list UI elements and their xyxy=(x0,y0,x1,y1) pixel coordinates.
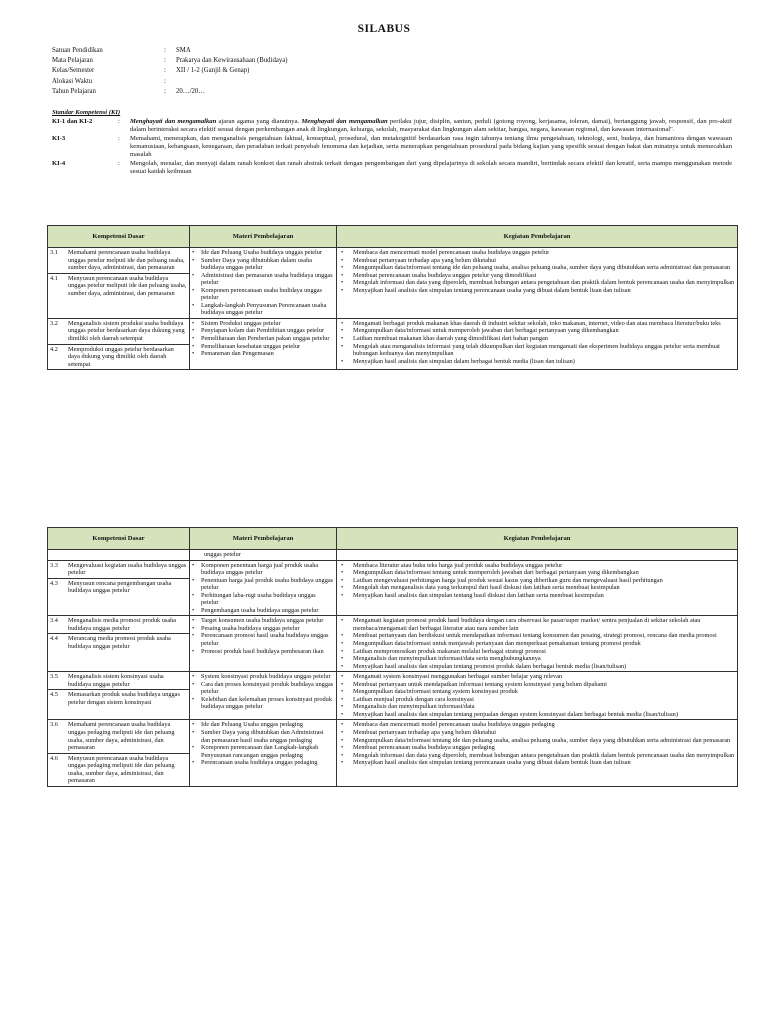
list-item xyxy=(339,655,735,663)
list-item-text: Menganalisis dan menyimpulkan informasi/data xyxy=(353,703,475,711)
list-item xyxy=(339,569,735,577)
bullet-icon: • xyxy=(192,301,195,309)
kd-item xyxy=(48,248,189,273)
kompetensi-dasar-cell xyxy=(48,318,190,369)
bullet-icon: • xyxy=(192,632,195,640)
list-item xyxy=(339,577,735,585)
list-item-text: Pemeliharaan dan Pemberian pakan unggas petelur xyxy=(201,335,330,343)
list-item xyxy=(339,681,735,689)
bullet-icon: • xyxy=(341,319,344,327)
bullet-icon: • xyxy=(341,264,344,272)
syllabus-table-1 xyxy=(47,225,738,370)
bullet-list xyxy=(190,561,336,616)
materi-cell xyxy=(190,720,337,786)
list-item-text: Membaca dan mencermati model perencanaan usaha budidaya unggas pedaging xyxy=(353,721,555,729)
bullet-list xyxy=(190,319,336,359)
list-item xyxy=(339,640,735,648)
bullet-icon: • xyxy=(192,759,195,767)
list-item xyxy=(339,696,735,704)
list-item-text: Mengumpulkan data/informasi tentang system konsinyasi produk xyxy=(353,688,518,696)
bullet-icon: • xyxy=(192,680,195,688)
list-item-text: Kelebihan dan kelemahan proses konsinyasi produk budidaya unggas petelur xyxy=(201,695,332,711)
ki-3: KI-3 : Memahami, menerapkan, dan menganalisis pengetahuan faktual, konseptual, prosedural, dan metakognitif berdasarkan rasa ingin tahunya tentang ilmu pengetahuan, teknologi, seni, budaya, dan humaniora dengan wawasan kemanusiaan, kebangsaan, kenegaraan, dan peradaban terkait penyebab fenomena dan kejadian, serta menerapkan pengetahuan prosedural pada bidang kajian yang spesifik sesuai dengan bakat dan minatnya untuk memecahkan masalah xyxy=(52,135,732,159)
identity-value: SMA xyxy=(176,47,191,54)
kd-item xyxy=(48,633,189,651)
list-item-text: Menyajikan hasil analisis dan simpulan tentang perencanaan usaha yang dibuat dalam bentuk lisan dan tulisan xyxy=(353,759,631,767)
list-item xyxy=(192,744,334,759)
bullet-icon: • xyxy=(341,736,344,744)
list-item-text: Sistem Produksi unggas petelur xyxy=(201,319,281,327)
kompetensi-dasar-cell xyxy=(48,616,190,672)
bullet-icon: • xyxy=(192,342,195,350)
table-row xyxy=(48,560,738,616)
list-item-text: Mengolah atau menganalisis informasi yang telah dikumpulkan dari kegiatan mengamati dan eksperimen budidaya unggas petelur serta membuat hubungan keduanya dan menyimpulkan xyxy=(353,342,720,358)
bullet-icon: • xyxy=(341,335,344,343)
bullet-icon: • xyxy=(192,576,195,584)
bullet-icon: • xyxy=(192,256,195,264)
list-item xyxy=(192,272,334,287)
kd-item xyxy=(48,319,189,344)
ki-label: KI-3 xyxy=(52,135,66,143)
kd-number: 4.3 xyxy=(50,579,58,587)
materi-cell xyxy=(190,318,337,369)
bullet-icon: • xyxy=(192,249,195,256)
list-item-text: Pemanenan dan Pengemasan xyxy=(201,350,274,358)
list-item-text: Membuat perencanaan usaha budidaya unggas petelur yang dimodifikasi xyxy=(353,271,537,279)
kd-text: Menganalisis sistem konsinyasi usaha budidaya unggas petelur xyxy=(68,673,164,688)
bullet-icon: • xyxy=(341,591,344,599)
bullet-icon: • xyxy=(192,695,195,703)
table-row xyxy=(48,720,738,786)
list-item-text: Perencanaan promosi hasil usaha budidaya unggas petelur xyxy=(201,632,329,648)
list-item-text: Latihan membuat makanan khas daerah yang dimodifikasi dari bahan pangan xyxy=(353,335,548,343)
list-item xyxy=(192,759,334,767)
list-item xyxy=(192,632,334,647)
list-item xyxy=(192,721,334,729)
identity-label: Satuan Pendidikan xyxy=(52,47,103,54)
bullet-icon: • xyxy=(341,569,344,577)
list-item-text: Mengolah dan menganalisis data yang terkumpul dari hasil diskusi dan latihan serta membuat kesimpulan xyxy=(353,584,620,592)
list-item xyxy=(339,663,735,671)
list-item-text: Langkah-langkah Penyusunan Perencanaan usaha budidaya unggas petelur xyxy=(201,301,327,317)
list-item-text: Membuat pertanyaan dan berdiskusi untuk mendapatkan informasi tentang konsumen dan pesaing, strategi promosi, rencana dan media promosi xyxy=(353,632,717,640)
kd-number: 3.1 xyxy=(50,249,58,256)
kd-item xyxy=(48,344,189,370)
list-item xyxy=(192,335,334,343)
kegiatan-cell xyxy=(337,560,738,616)
header-materi: Materi Pembelajaran xyxy=(190,226,337,248)
bullet-icon: • xyxy=(341,249,344,256)
bullet-icon: • xyxy=(341,729,344,737)
kd-text: Mengevaluasi kegiatan usaha budidaya unggas petelur xyxy=(68,561,187,577)
bullet-icon: • xyxy=(192,561,195,569)
list-item xyxy=(192,577,334,592)
bullet-icon: • xyxy=(192,617,195,625)
list-item xyxy=(339,759,735,767)
list-item xyxy=(339,721,735,729)
list-item xyxy=(339,320,735,328)
bullet-icon: • xyxy=(341,673,344,681)
bullet-list xyxy=(190,616,336,656)
identity-value: XII / 1-2 (Ganjil & Genap) xyxy=(176,67,250,75)
identity-label: Mata Pelajaran xyxy=(52,57,93,65)
list-item-text: Membuat pertanyaan untuk mendapatkan informasi tentang system konsinyasi yang belum dipahami xyxy=(353,680,607,688)
kd-text: Memahami perencanaan usaha budidaya unggas pedaging meliputi ide dan peluang usaha, sumber daya, administrasi, dan pemasaran xyxy=(68,721,175,752)
ki-label: KI-4 xyxy=(52,160,66,168)
bullet-icon: • xyxy=(341,271,344,279)
list-item-text: Pemeliharaan kesehatan unggas petelur xyxy=(201,342,301,350)
list-item-text: Komponen perencanaan dan Langkah-langkah Penyusunan rancangan unggas pedaging xyxy=(201,744,319,759)
list-item xyxy=(192,327,334,335)
list-item-text: Latihan menjual produk dengan cara konsinyasi xyxy=(353,695,474,703)
syllabus-table-2 xyxy=(47,527,738,787)
list-item-text: Latihan mengevaluasi perhitungan harga jual produk sesuai kasus yang diberikan guru dan mengevaluasi hasil perhitungan xyxy=(353,576,663,584)
list-item xyxy=(192,696,334,711)
list-item-text: Mengumpulkan data/informasi untuk menjawab pertanyaan dan memperkuat pemahaman tentang promosi produk xyxy=(353,640,641,648)
list-item xyxy=(339,752,735,760)
kd-text: Menganalisis media promosi produk usaha budidaya unggas petelur xyxy=(68,617,177,632)
list-item xyxy=(339,279,735,287)
bullet-icon: • xyxy=(192,729,195,737)
kd-number: 4.4 xyxy=(50,635,58,643)
list-item-text: Menyajikan hasil analisis dan simpulan tentang hasil diskusi dan latihan serta membuat kesimpulan xyxy=(353,591,604,599)
list-item xyxy=(192,302,334,317)
bullet-icon: • xyxy=(341,584,344,592)
list-item-text: Mengumpulkan data/informasi tentang ide dan peluang usaha, analisa peluang usaha, sumber daya yang dibutuhkan serta administrasi dan pemasaran xyxy=(353,736,731,744)
identity-value: Prakarya dan Kewirausahaan (Budidaya) xyxy=(176,57,288,65)
bullet-list xyxy=(190,248,336,318)
bullet-icon: • xyxy=(192,286,195,294)
list-item xyxy=(192,343,334,351)
bullet-icon: • xyxy=(341,710,344,718)
bullet-icon: • xyxy=(341,680,344,688)
list-item-text: Mengumpulkan data/informasi tentang untuk memperoleh jawaban dari berbagai pertanyaan yang dikembangkan xyxy=(353,569,639,577)
list-item-text: Perhitungan laba-rugi usaha budidaya unggas petelur xyxy=(201,591,316,607)
bullet-list xyxy=(190,672,336,712)
bullet-icon: • xyxy=(192,624,195,632)
bullet-icon: • xyxy=(341,703,344,711)
list-item-text: Menyajikan hasil analisis dan simpulan tentang promosi produk dalam berbagai bentuk media (lisan/tulisan) xyxy=(353,662,627,670)
bullet-icon: • xyxy=(192,647,195,655)
list-item xyxy=(192,562,334,577)
list-item xyxy=(192,350,334,358)
list-item-text: Mengolah informasi dan data yang diperoleh, membuat hubungan antara pengetahuan dan praktik dalam bentuk perencanaan usaha dan menyimpulkan xyxy=(353,279,735,287)
bullet-icon: • xyxy=(341,357,344,365)
kegiatan-cell xyxy=(337,318,738,369)
kd-number: 3.3 xyxy=(50,561,58,569)
list-item xyxy=(339,562,735,570)
list-item-text: Menganalisis dan menyimpulkan informasi/data serta menghubungkannya xyxy=(353,655,541,663)
list-item-text: Mengamati system konsinyasi menggunakan berbagai sumber belajar yang relevan xyxy=(353,673,563,681)
list-item-text: Penentuan harga jual produk usaha budidaya unggas petelur xyxy=(201,576,334,592)
list-item-text: Komponen perencanaan usaha budidaya unggas petelur xyxy=(201,286,322,302)
list-item-text: Mengumpulkan data/informasi untuk memperoleh jawaban dari berbagai pertanyaan yang dikembangkan xyxy=(353,327,619,335)
list-item xyxy=(339,673,735,681)
kompetensi-dasar-cell xyxy=(48,560,190,616)
ki-text: Mengolah, menalar, dan menyaji dalam ranah konkret dan ranah abstrak terkait dengan pengembangan dari yang dipelajarinya di sekolah secara mandiri, bertindak secara efektif dan kreatif, serta mampu menggunakan metode sesuai kaidah keilmuan xyxy=(130,160,732,176)
bullet-icon: • xyxy=(341,744,344,752)
list-item-text: Target konsumen usaha budidaya unggas petelur xyxy=(201,617,324,625)
kd-number: 3.6 xyxy=(50,721,58,729)
list-item-text: Ide dan Peluang Usaha budidaya unggas petelur xyxy=(201,249,323,256)
list-item xyxy=(192,287,334,302)
bullet-icon: • xyxy=(192,673,195,681)
kd-number: 3.2 xyxy=(50,319,58,327)
kd-text: Memproduksi unggas petelur berdasarkan daya dukung yang dimiliki oleh daerah setempat xyxy=(68,345,174,368)
standar-kompetensi xyxy=(52,109,732,178)
list-item xyxy=(339,327,735,335)
kd-text: Menganalisis sistem produksi usaha budidaya unggas petelur berdasarkan daya dukung yang dimiliki oleh daerah setempat xyxy=(68,319,185,343)
kegiatan-cell xyxy=(337,720,738,786)
bullet-icon: • xyxy=(341,327,344,335)
bullet-icon: • xyxy=(192,721,195,729)
ki-text: Memahami, menerapkan, dan menganalisis pengetahuan faktual, konseptual, prosedural, dan metakognitif berdasarkan rasa ingin tahunya tentang ilmu pengetahuan, teknologi, seni, budaya, dan humaniora dengan wawasan kemanusiaan, kebangsaan, kenegaraan, dan peradaban terkait penyebab fenomena dan kejadian, serta menerapkan pengetahuan prosedural pada bidang kajian yang spesifik sesuai dengan bakat dan minatnya untuk memecahkan masalah xyxy=(130,135,732,159)
materi-cell xyxy=(190,672,337,720)
kd-item xyxy=(48,720,189,752)
continuation-text: unggas petelur xyxy=(190,550,337,561)
list-item xyxy=(339,249,735,257)
list-item-text: Mengolah informasi dan data yang diperoleh, membuat hubungan antara pengetahuan dan praktik dalam bentuk perencanaan usaha dan menyimpulkan xyxy=(353,751,735,759)
bullet-icon: • xyxy=(192,744,195,752)
bullet-list xyxy=(190,720,336,767)
kompetensi-dasar-cell xyxy=(48,248,190,319)
list-item-text: Cara dan proses konsinyasi produk budidaya unggas petelur xyxy=(201,680,334,696)
list-item xyxy=(339,688,735,696)
bullet-icon: • xyxy=(341,721,344,729)
bullet-icon: • xyxy=(192,271,195,279)
bullet-icon: • xyxy=(341,286,344,294)
list-item-text: Membuat pertanyaan terhadap apa yang belum diketahui xyxy=(353,729,497,737)
list-item xyxy=(339,711,735,719)
list-item xyxy=(192,249,334,257)
list-item-text: Mengamati berbagai produk makanan khas daerah di industri sekitar sekolah, toko makanan, internet, video dan atau membaca literatur/buku teks xyxy=(353,319,721,327)
list-item xyxy=(192,673,334,681)
kd-text: Merancang media promosi produk usaha budidaya unggas petelur xyxy=(68,635,171,651)
list-item xyxy=(339,729,735,737)
materi-cell xyxy=(190,248,337,319)
list-item-text: Promosi produk hasil budidaya pembesaran ikan xyxy=(201,647,324,655)
bullet-list xyxy=(337,720,737,767)
bullet-list xyxy=(337,561,737,601)
ki-4: KI-4 : Mengolah, menalar, dan menyaji dalam ranah konkret dan ranah abstrak terkait dengan pengembangan dari yang dipelajarinya di sekolah secara mandiri, bertindak secara efektif dan kreatif, serta mampu menggunakan metode sesuai kaidah keilmuan xyxy=(52,160,732,176)
bullet-icon: • xyxy=(341,647,344,655)
kd-item xyxy=(48,561,189,578)
list-item-text: Membuat perencanaan usaha budidaya unggas pedaging xyxy=(353,744,495,752)
list-item-text: Administrasi dan pemasaran usaha budidaya unggas petelur xyxy=(201,271,333,287)
table-row xyxy=(48,318,738,369)
list-item-text: Ide dan Peluang Usaha unggas pedaging xyxy=(201,721,303,729)
kegiatan-cell xyxy=(337,248,738,319)
kd-item xyxy=(48,616,189,633)
bullet-icon: • xyxy=(192,591,195,599)
list-item-text: Mengumpulkan data/informasi tentang ide dan peluang usaha, analisa peluang usaha, sumber daya yang dibutuhkan serta administrasi dan pemasaran xyxy=(353,264,731,272)
bullet-icon: • xyxy=(341,279,344,287)
bullet-icon: • xyxy=(192,319,195,327)
bullet-icon: • xyxy=(192,327,195,335)
list-item xyxy=(339,648,735,656)
list-item-text: Membaca dan mencermati model perencanaan usaha budidaya unggas petelur xyxy=(353,249,550,256)
list-item-text: Penyiapan kolam dan Pembibitan unggas petelur xyxy=(201,327,324,335)
bullet-icon: • xyxy=(341,576,344,584)
list-item xyxy=(192,681,334,696)
kd-text: Memahami perencanaan usaha budidaya unggas petelur melputi ide dan peluang usaha, sumber daya, administrasi, dan pemasaran xyxy=(68,249,185,272)
list-item-text: Membuat pertanyaan terhadap apa yang belum diketahui xyxy=(353,256,497,264)
kd-item xyxy=(48,753,189,786)
ki-label: KI-1 dan KI-2 xyxy=(52,117,93,125)
kompetensi-dasar-cell xyxy=(48,720,190,786)
bullet-icon: • xyxy=(341,561,344,569)
list-item-text: Perencanaan usaha budidaya unggas pedaging xyxy=(201,759,318,767)
kd-number: 3.4 xyxy=(50,617,58,625)
list-item xyxy=(339,287,735,295)
identity-row: Kelas/Semester : XII / 1-2 (Ganjil & Genap) xyxy=(52,67,552,77)
materi-cell xyxy=(190,560,337,616)
kd-text: Menyusun perencanaan usaha budidaya unggas petelur meliputi ide dan peluang usaha, sumber daya, administrasi, dan pemasaran xyxy=(68,274,187,297)
list-item-text: Latihan mempromosikan produk makanan melalui berbagai strategi promosi xyxy=(353,647,546,655)
list-item xyxy=(192,617,334,625)
list-item xyxy=(339,592,735,600)
kd-item xyxy=(48,273,189,299)
bullet-icon: • xyxy=(192,606,195,614)
list-item xyxy=(192,648,334,656)
list-item-text: Pesaing usaha budidaya unggas petelur xyxy=(201,624,300,632)
list-item-text: Pengembangan usaha budidaya unggas petelur xyxy=(201,606,319,614)
list-item-text: System konsinyasi produk budidaya unggas petelur xyxy=(201,673,331,681)
table-row xyxy=(48,248,738,319)
bullet-icon: • xyxy=(192,335,195,343)
list-item-text: Menyajikan hasil analisis dan simpulan dalam berbagai bentuk media (lisan dan tulisan) xyxy=(353,357,575,365)
kd-number: 3.5 xyxy=(50,673,58,681)
kd-number: 4.6 xyxy=(50,754,58,762)
bullet-list xyxy=(337,672,737,719)
kegiatan-cell xyxy=(337,616,738,672)
page-title: SILABUS xyxy=(357,23,411,35)
header-kegiatan: Kegiatan Pembelajaran xyxy=(337,226,738,248)
table-row xyxy=(48,616,738,672)
list-item xyxy=(192,607,334,615)
kd-text: Memasarkan produk usaha budidaya unggas petelur dengan sistem konsinyasi xyxy=(68,691,180,706)
bullet-icon: • xyxy=(341,632,344,640)
bullet-icon: • xyxy=(341,759,344,767)
list-item xyxy=(339,737,735,745)
list-item xyxy=(339,744,735,752)
bullet-list xyxy=(337,616,737,671)
bullet-icon: • xyxy=(341,342,344,350)
identity-row: Satuan Pendidikan : SMA xyxy=(52,47,552,57)
identity-label: Kelas/Semester xyxy=(52,67,95,75)
bullet-icon: • xyxy=(341,655,344,663)
list-item xyxy=(339,617,735,632)
kd-item xyxy=(48,672,189,689)
header-materi: Materi Pembelajaran xyxy=(190,528,337,550)
list-item xyxy=(192,592,334,607)
list-item xyxy=(339,272,735,280)
kd-item xyxy=(48,689,189,707)
bullet-icon: • xyxy=(341,695,344,703)
bullet-icon: • xyxy=(341,662,344,670)
list-item xyxy=(339,343,735,358)
list-item-text: Membaca literatur atau buku teks harga jual produk usaha budidaya unggas petelur xyxy=(353,561,563,569)
list-item xyxy=(339,584,735,592)
ki-1-2: KI-1 dan KI-2 : Menghayati dan mengamalkan ajaran agama yang dianutnya. Menghayati dan mengamalkan perilaku jujur, disiplin, santun, peduli (gotong royong, kerjasama, toleran, damai), bertanggung jawab, responsif, dan pro-aktif dalam berinteraksi secara efektif sesuai dengan perkembangan anak di lingkungan, keluarga, sekolah, masyarakat dan lingkungan alam sekitar, bangsa, negara, kawasan regional, dan kawasan internasional". xyxy=(52,117,732,133)
list-item-text: Komponen penentuan harga jual produk usaha budidaya unggas petelur xyxy=(201,561,319,577)
list-item-text: Sumber Daya yang dibutuhkan dan Administrasi dan pemasaran hasil usaha unggas pedaging xyxy=(201,729,324,744)
list-item xyxy=(339,358,735,366)
list-item xyxy=(192,625,334,633)
list-item xyxy=(192,320,334,328)
bullet-icon: • xyxy=(341,256,344,264)
list-item xyxy=(339,335,735,343)
standar-heading: Standar Kompetensi (KI) xyxy=(52,109,121,116)
list-item-text: Sumber Daya yang dibutuhkan dalam usaha budidaya unggas petelur xyxy=(201,256,313,272)
continuation-row xyxy=(48,550,738,561)
list-item xyxy=(192,257,334,272)
list-item xyxy=(339,703,735,711)
identity-row: Tahun Pelajaran : 20…/20… xyxy=(52,88,552,98)
bullet-icon: • xyxy=(341,688,344,696)
bullet-list xyxy=(337,319,737,366)
bullet-icon: • xyxy=(341,751,344,759)
list-item-text: Menyajikan hasil analisis dan simpulan tentang perencanaan usaha yang dibuat dalam bentuk lisan dan tulisan xyxy=(353,286,631,294)
bullet-icon: • xyxy=(341,617,344,625)
list-item xyxy=(339,257,735,265)
identity-label: Alokasi Waktu xyxy=(52,77,93,85)
list-item xyxy=(339,264,735,272)
bullet-list xyxy=(337,248,737,295)
table-row xyxy=(48,672,738,720)
identity-value: 20…/20… xyxy=(176,87,206,95)
kd-number: 4.1 xyxy=(50,274,58,282)
kd-text: Menyusun perencanaan usaha budidaya unggas pedaging meliputi ide dan peluang usaha, sumber daya, administrasi, dan pemasaran xyxy=(68,754,175,785)
header-kegiatan: Kegiatan Pembelajaran xyxy=(337,528,738,550)
materi-cell xyxy=(190,616,337,672)
kompetensi-dasar-cell xyxy=(48,672,190,720)
list-item xyxy=(192,729,334,744)
header-kompetensi-dasar: Kompetensi Dasar xyxy=(48,528,190,550)
identity-block xyxy=(52,47,552,98)
kd-text: Menyusun rencana pengembangan usaha budidaya unggas petelur xyxy=(68,579,172,595)
kd-item xyxy=(48,578,189,596)
identity-row: Mata Pelajaran : Prakarya dan Kewirausahaan (Budidaya) xyxy=(52,57,552,67)
identity-label: Tahun Pelajaran xyxy=(52,87,96,95)
kegiatan-cell xyxy=(337,672,738,720)
bullet-icon: • xyxy=(341,640,344,648)
kd-number: 4.5 xyxy=(50,691,58,699)
list-item-text: Menyajikan hasil analisis dan simpulan tentang penjualan dengan system konsinyasi dalam berbagai bentuk media (lisan/tulisan) xyxy=(353,710,678,718)
list-item xyxy=(339,632,735,640)
kd-number: 4.2 xyxy=(50,345,58,353)
bullet-icon: • xyxy=(192,350,195,358)
header-kompetensi-dasar: Kompetensi Dasar xyxy=(48,226,190,248)
list-item-text: Mengamati kegiatan promosi produk hasil budidaya dengan cara observasi ke pasar/super market/ sentra penjualan di sekitar sekolah atau membaca/mengamati dari berbagai literatur atau nara sumber lain xyxy=(353,617,701,632)
identity-row: Alokasi Waktu : xyxy=(52,78,552,88)
